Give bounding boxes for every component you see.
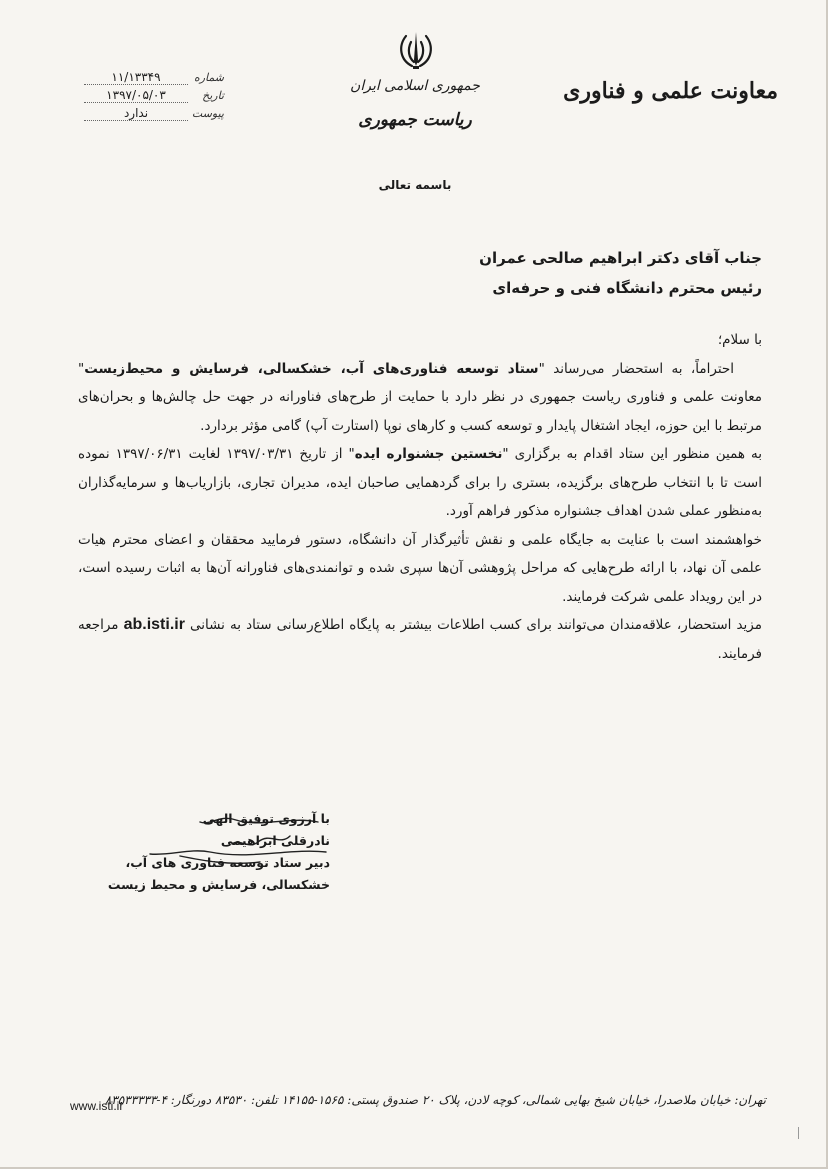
footer-website[interactable]: www.isti.ir bbox=[70, 1099, 124, 1113]
meta-attachment-label: پیوست bbox=[191, 107, 224, 120]
paragraph-1 bbox=[78, 355, 762, 441]
government-name: جمهوری اسلامی ایران bbox=[350, 78, 480, 94]
paragraph-1-rest: " معاونت علمی و فناوری ریاست جمهوری در نظر دارد با حمایت از طرح‌های فناورانه در جهت حل چالش‌ها و بحران‌های مرتبط با این حوزه، ایجاد اشتغال پایدار و توسعه کسب و کارهای نوپا (استارت آپ) گامی مؤثر بردارد. bbox=[78, 360, 762, 434]
paragraph-2 bbox=[78, 440, 762, 526]
meta-number-value: ۱۱/۱۳۳۴۹ bbox=[84, 70, 188, 85]
paragraph-3: خواهشمند است با عنایت به جایگاه علمی و نقش تأثیرگذار آن دانشگاه، دستور فرمایید محققان و اعضای محترم هیات علمی آن نهاد، با ارائه طرح‌هایی که مراحل پژوهشی آن‌ها سپری شده و توانمندی‌های فناورانه آن‌ها به اثبات رسیده است، در این رویداد علمی شرکت فرمایند. bbox=[78, 531, 762, 605]
paragraph-4 bbox=[78, 611, 762, 668]
iran-emblem-icon bbox=[392, 26, 440, 74]
meta-date-value: ۱۳۹۷/۰۵/۰۳ bbox=[84, 88, 188, 103]
meta-number-label: شماره bbox=[193, 71, 224, 84]
paragraph-1-intro: احتراماً، به استحضار می‌رساند " bbox=[538, 360, 734, 377]
addressee-title: رئیس محترم دانشگاه فنی و حرفه‌ای bbox=[492, 279, 762, 297]
info-website-link[interactable]: ab.isti.ir bbox=[123, 616, 185, 633]
presidency-name: ریاست جمهوری bbox=[358, 110, 472, 130]
headquarters-name: ستاد توسعه فناوری‌های آب، خشکسالی، فرسایش و محیط‌زیست bbox=[84, 360, 539, 377]
scan-mark bbox=[798, 1127, 799, 1139]
meta-attachment-row bbox=[84, 106, 224, 124]
meta-number-row bbox=[84, 70, 224, 88]
deputy-title: معاونت علمی و فناوری bbox=[563, 78, 778, 104]
letter-body bbox=[78, 326, 762, 668]
addressee-name: جناب آقای دکتر ابراهیم صالحی عمران bbox=[479, 249, 762, 267]
besmeh-heading: باسمه تعالی bbox=[378, 178, 452, 192]
meta-date-label: تاریخ bbox=[202, 89, 224, 102]
signature-block bbox=[100, 808, 330, 896]
paragraph-2-intro: به همین منظور این ستاد اقدام به برگزاری " bbox=[502, 446, 763, 462]
paragraph-4-intro: مزید استحضار، علاقه‌مندان می‌توانند برای کسب اطلاعات بیشتر به پایگاه اطلاع‌رسانی ستاد به نشانی bbox=[184, 617, 762, 633]
meta-attachment-value: ندارد bbox=[84, 106, 188, 121]
festival-name: نخستین جشنواره ایده bbox=[354, 446, 503, 462]
signatory-name: نادرقلی ابراهیمی bbox=[220, 833, 330, 848]
paragraph-4-rest: مراجعه فرمایند. bbox=[78, 617, 762, 662]
signatory-title-line-1: دبیر ستاد توسعه فناوری های آب، bbox=[125, 855, 330, 870]
meta-date-row bbox=[84, 88, 224, 106]
letter-meta bbox=[84, 70, 224, 124]
footer-address: تهران: خیابان ملاصدرا، خیابان شیخ بهایی شمالی، کوچه لادن، پلاک ۲۰ صندوق پستی: ۱۵۶۵-۱۴۱۵۵ تلفن: ۸۳۵۳۰ دورنگار: ۴-۸۳۵۳۳۳۳۳ bbox=[104, 1093, 766, 1107]
greeting: با سلام؛ bbox=[717, 332, 762, 348]
paragraph-2-rest: " از تاریخ ۱۳۹۷/۰۳/۳۱ لغایت ۱۳۹۷/۰۶/۳۱ نموده است تا با انتخاب طرح‌های برگزیده، بستری را برای گردهمایی صاحبان ایده، مدیران تجاری، بازاریاب‌ها و سرمایه‌گذاران به‌منظور عملی شدن اهداف جشنواره مذکور فراهم آورد. bbox=[78, 446, 762, 519]
signature-closing: با آرزوی توفیق الهی bbox=[202, 811, 330, 826]
signatory-title-line-2: خشکسالی، فرسایش و محیط زیست bbox=[107, 877, 330, 892]
